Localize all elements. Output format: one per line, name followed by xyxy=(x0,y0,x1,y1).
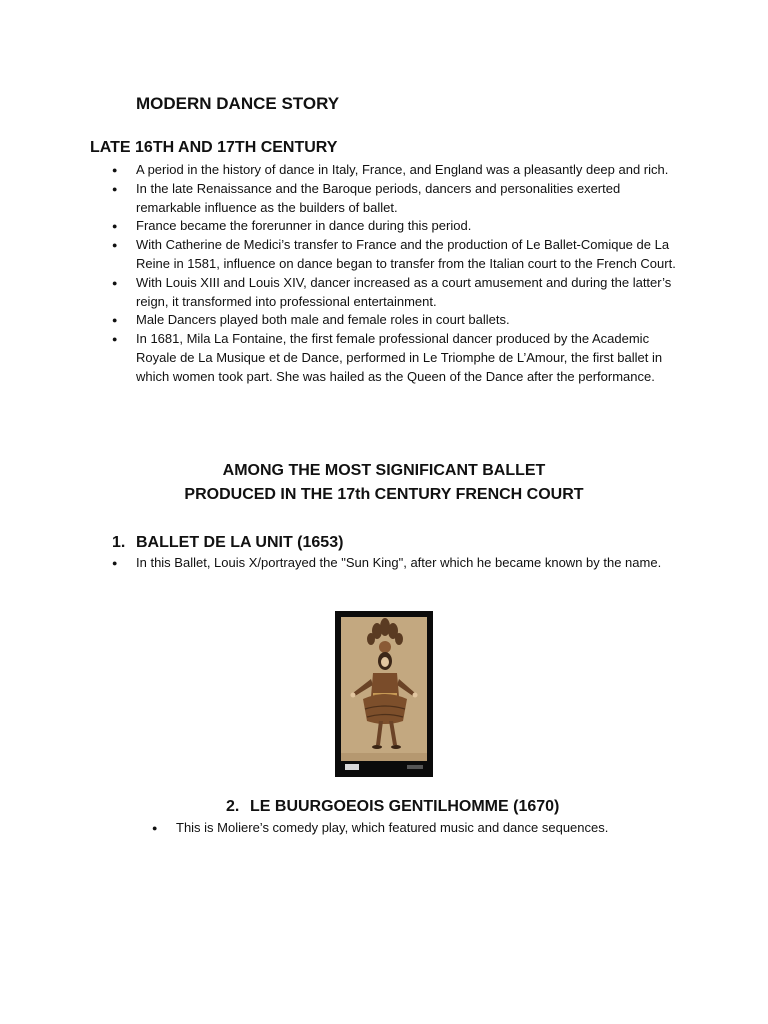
item-heading-ballet-de-la-unit xyxy=(112,534,343,552)
image-canvas xyxy=(341,617,427,761)
dancer-illustration xyxy=(341,617,427,761)
item-heading-text: LE BUURGOEOIS GENTILHOMME (1670) xyxy=(250,798,560,815)
item-heading-text: BALLET DE LA UNIT (1653) xyxy=(136,534,344,551)
section-heading-late-16th: LATE 16TH AND 17TH CENTURY xyxy=(90,139,338,156)
list-item: ● Male Dancers played both male and female roles in court ballets. xyxy=(112,311,682,330)
bullet-list-item-2 xyxy=(152,819,722,838)
page-title: MODERN DANCE STORY xyxy=(136,94,340,113)
item-number: 2. xyxy=(226,798,240,815)
image-caption-mark xyxy=(407,765,423,769)
sun-king-image xyxy=(335,611,433,777)
bullet-list-late-16th xyxy=(112,161,682,387)
item-number: 1. xyxy=(112,534,126,551)
list-item: ● In this Ballet, Louis X/portrayed the "Sun King", after which he became known by the name. xyxy=(112,554,682,573)
list-item: ● In the late Renaissance and the Baroque periods, dancers and personalities exerted remarkable influence as the builders of ballet. xyxy=(112,180,682,218)
section-heading-line-2: PRODUCED IN THE 17th CENTURY FRENCH COURT xyxy=(184,486,584,503)
item-heading-le-bourgeois xyxy=(226,798,559,816)
list-item: ● A period in the history of dance in Italy, France, and England was a pleasantly deep and rich. xyxy=(112,161,682,180)
list-item: ● With Catherine de Medici’s transfer to France and the production of Le Ballet-Comique de La Reine in 1581, influence on dance began to transfer from the Italian court to the French Court. xyxy=(112,236,682,274)
list-item: ● With Louis XIII and Louis XIV, dancer increased as a court amusement and during the latter’s reign, it transformed into professional entertainment. xyxy=(112,274,682,312)
image-logo-mark xyxy=(345,764,359,770)
bullet-list-item-1 xyxy=(112,554,682,573)
list-item: ● In 1681, Mila La Fontaine, the first female professional dancer produced by the Academic Royale de La Musique et de Dance, performed in Le Triomphe de L’Amour, the first ballet in which women took part. She was hailed as the Queen of the Dance after the performance. xyxy=(112,330,682,386)
list-item: ● This is Moliere’s comedy play, which featured music and dance sequences. xyxy=(152,819,722,838)
section-heading-line-1: AMONG THE MOST SIGNIFICANT BALLET xyxy=(222,462,546,479)
list-item: ● France became the forerunner in dance during this period. xyxy=(112,217,682,236)
